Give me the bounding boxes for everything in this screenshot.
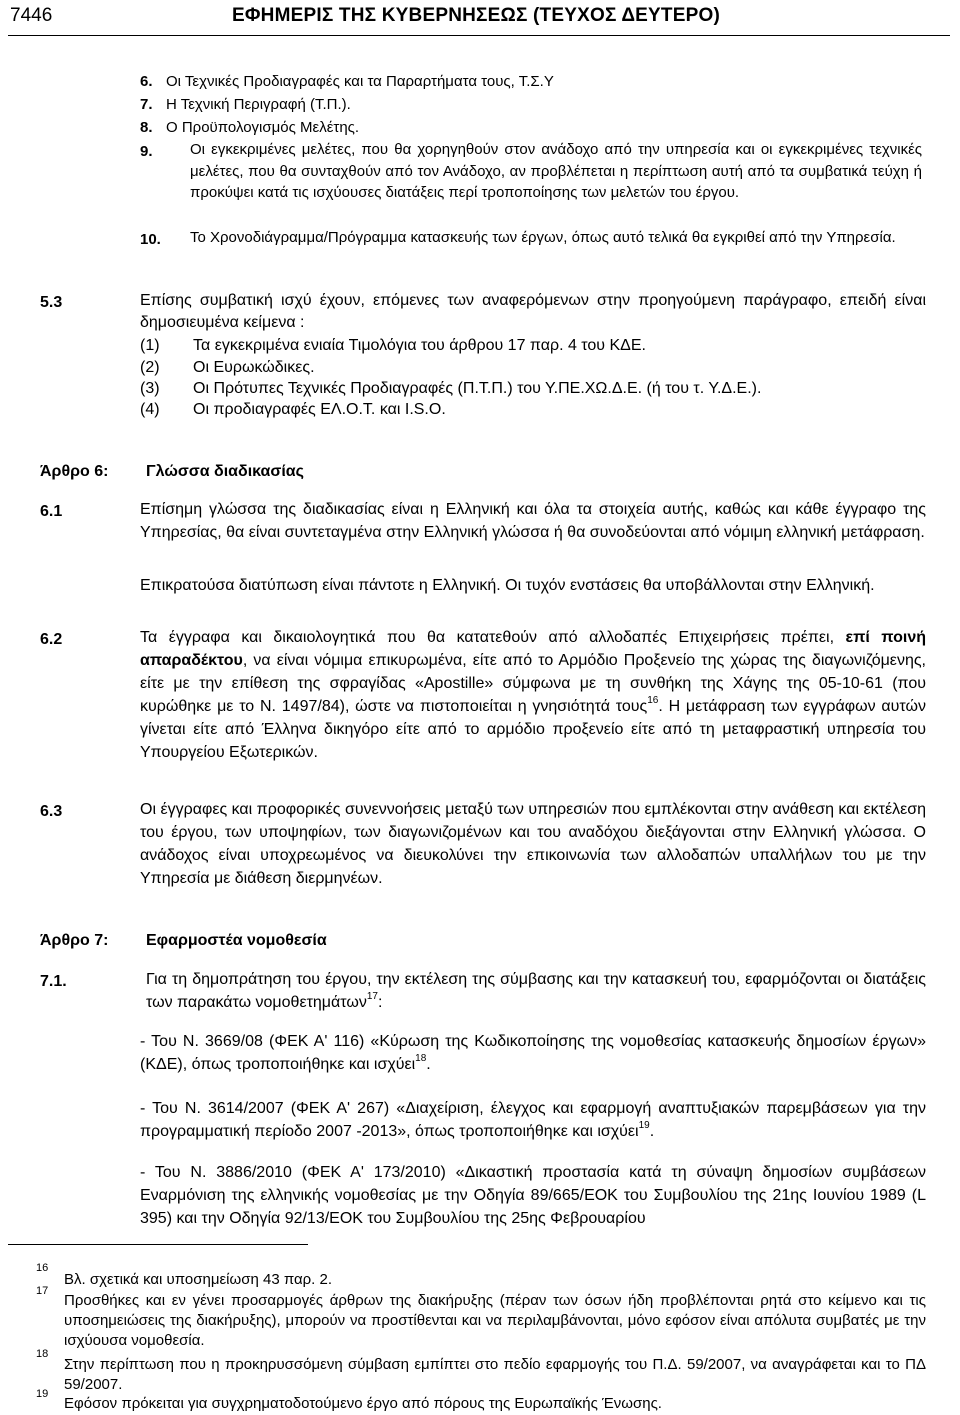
- list-item-number: 10.: [140, 231, 161, 248]
- gazette-title: ΕΦΗΜΕΡΙΣ ΤΗΣ ΚΥΒΕΡΝΗΣΕΩΣ (ΤΕΥΧΟΣ ΔΕΥΤΕΡΟ): [232, 5, 720, 26]
- paragraph-number: 6.3: [40, 803, 63, 820]
- list-item: Οι Τεχνικές Προδιαγραφές και τα Παραρτήματα τους, Τ.Σ.Υ: [166, 73, 554, 90]
- list-item: Ο Προϋπολογισμός Μελέτης.: [166, 119, 360, 136]
- paragraph-number: 7.1.: [40, 973, 67, 990]
- list-item-number: (1): [140, 337, 160, 354]
- list-item: Η Τεχνική Περιγραφή (Τ.Π.).: [166, 96, 351, 113]
- list-item: Οι προδιαγραφές ΕΛ.Ο.Τ. και I.S.O.: [193, 401, 446, 418]
- footnote-number: 19: [36, 1388, 49, 1400]
- paragraph-text: Επικρατούσα διατύπωση είναι πάντοτε η Ελληνική. Οι τυχόν ενστάσεις θα υποβάλλονται στην Ελληνική.: [140, 577, 875, 594]
- article-title: Γλώσσα διαδικασίας: [146, 463, 304, 480]
- emphasis-text: επί ποινή απαραδέκτου: [140, 629, 927, 669]
- footnote-text: Εφόσον πρόκειται για συγχρηματοδοτούμενο έργο από πόρους της Ευρωπαϊκής Ένωσης.: [64, 1395, 662, 1412]
- list-item-number: 8.: [140, 119, 153, 136]
- article-label: Άρθρο 7:: [40, 932, 109, 949]
- law-item: - Του Ν. 3614/2007 (ΦΕΚ Α' 267) «Διαχείριση, έλεγχος και εφαρμογή αναπτυξιακών παρεμβάσεων για την προγραμματική περίοδο 2007 -2013», όπως τροποποιήθηκε και ισχύει$^{19}$.: [140, 1100, 926, 1140]
- page-number: 7446: [10, 5, 53, 26]
- footnote-text: Στην περίπτωση που η προκηρυσσόμενη σύμβαση εμπίπτει στο πεδίο εφαρμογής του Π.Δ. 59/2007, να αναγράφεται και το ΠΔ 59/2007.: [64, 1356, 926, 1393]
- footnote-ref: 17: [366, 990, 378, 1002]
- paragraph-number: 5.3: [40, 294, 63, 311]
- paragraph-number: 6.2: [40, 631, 63, 648]
- footnote-text: Προσθήκες και εν γένει προσαρμογές άρθρων της διακήρυξης (πέραν των όσων ήδη προβλέπονται ρητά στο κείμενο και τις υποσημειώσεις της διακήρυξης), μπορούν να προστίθενται και να περιλαμβάνονται, μόνο εφόσον είναι απόλυτα συμβατές με την ισχύουσα νομοθεσία.: [64, 1292, 926, 1349]
- list-item-number: (4): [140, 401, 160, 418]
- paragraph-text: Οι έγγραφες και προφορικές συνεννοήσεις μεταξύ των υπηρεσιών που εμπλέκονται στην ανάθεση και εκτέλεση του έργου, των υποψηφίων, των διαγωνιζομένων και του αναδόχου διεξάγονται στην Ελληνική γλώσσα. Ο ανάδοχος είναι υποχρεωμένος να διευκολύνει την επικοινωνία των αλλοδαπών υπαλλήλων του με την Υπηρεσία με διάθεση διερμηνέων.: [140, 801, 926, 887]
- footnote-number: 17: [36, 1285, 49, 1297]
- article-title: Εφαρμοστέα νομοθεσία: [146, 932, 327, 949]
- list-item: Οι εγκεκριμένες μελέτες, που θα χορηγηθούν στον ανάδοχο από την υπηρεσία και οι εγκεκριμένες τεχνικές μελέτες, που θα συνταχθούν από τον Ανάδοχο, αν προβλέπεται η περίπτωση αυτή από τα συμβατικά τεύχη ή προκύψει κατά τις ισχύουσες διατάξεις περί τροποποίησης των μελετών του έργου.: [190, 141, 922, 201]
- list-item: Οι Ευρωκώδικες.: [193, 359, 315, 376]
- paragraph-text: Για τη δημοπράτηση του έργου, την εκτέλεση της σύμβασης και την κατασκευή του, εφαρμόζονται οι διατάξεις των παρακάτω νομοθετημάτων$^{17}$:: [146, 971, 926, 1011]
- article-label: Άρθρο 6:: [40, 463, 109, 480]
- list-item: Το Χρονοδιάγραμμα/Πρόγραμμα κατασκευής των έργων, όπως αυτό τελικά θα εγκριθεί από την Υπηρεσία.: [190, 229, 896, 246]
- footnote-ref: 16: [647, 694, 659, 706]
- list-item-number: (2): [140, 359, 160, 376]
- list-item: Τα εγκεκριμένα ενιαία Τιμολόγια του άρθρου 17 παρ. 4 του ΚΔΕ.: [193, 337, 646, 354]
- footnote-divider: [8, 1244, 308, 1245]
- footnote-text: Βλ. σχετικά και υποσημείωση 43 παρ. 2.: [64, 1271, 333, 1288]
- law-item: - Του Ν. 3886/2010 (ΦΕΚ Α' 173/2010) «Δικαστική προστασία κατά τη σύναψη δημοσίων συμβάσεων Εναρμόνιση της ελληνικής νομοθεσίας με την Οδηγία 89/665/ΕΟΚ του Συμβουλίου της 21ης Ιουνίου 1989 (L 395) και την Οδηγία 92/13/ΕΟΚ του Συμβουλίου της 25ης Φεβρουαρίου: [140, 1164, 926, 1227]
- list-item-number: 6.: [140, 73, 153, 90]
- page-header: [0, 0, 960, 32]
- law-item: - Του Ν. 3669/08 (ΦΕΚ Α' 116) «Κύρωση της Κωδικοποίησης της νομοθεσίας κατασκευής δημοσίων έργων» (ΚΔΕ), όπως τροποποιήθηκε και ισχύει$^{18}$.: [140, 1033, 926, 1073]
- paragraph-text: Τα έγγραφα και δικαιολογητικά που θα κατατεθούν από αλλοδαπές Επιχειρήσεις πρέπει, επί ποινή απαραδέκτου, να είναι νόμιμα επικυρωμένα, είτε από το Αρμόδιο Προξενείο της χώρας της διαγωνιζόμενης, είτε με την επίθεση της σφραγίδας «Apostille» σύμφωνα με τη συνθήκη της Χάγης της 05-10-61 (που κυρώθηκε με το Ν. 1497/84), ώστε να πιστοποιείται η γνησιότητά τους$^{16}$. Η μετάφραση των εγγράφων αυτών γίνεται είτε από Έλληνα δικηγόρο είτε από το αρμόδιο προξενείο είτε από τη μεταφραστική υπηρεσία του Υπουργείου Εξωτερικών.: [140, 629, 927, 761]
- footnote-ref: 18: [415, 1052, 427, 1064]
- footnote-ref: 19: [638, 1119, 650, 1131]
- footnote-number: 16: [36, 1262, 49, 1274]
- list-item-number: (3): [140, 380, 160, 397]
- header-divider: [8, 35, 950, 36]
- paragraph-text: Επίσης συμβατική ισχύ έχουν, επόμενες των αναφερόμενων στην προηγούμενη παράγραφο, επειδή είναι δημοσιευμένα κείμενα :: [140, 292, 926, 331]
- list-item: Οι Πρότυπες Τεχνικές Προδιαγραφές (Π.Τ.Π.) του Υ.ΠΕ.ΧΩ.Δ.Ε. (ή του τ. Υ.Δ.Ε.).: [193, 380, 762, 397]
- paragraph-text: Επίσημη γλώσσα της διαδικασίας είναι η Ελληνική και όλα τα στοιχεία αυτής, καθώς και κάθε έγγραφο της Υπηρεσίας, θα είναι συντεταγμένα στην Ελληνική γλώσσα ή θα συνοδεύονται από νόμιμη ελληνική μετάφραση.: [140, 501, 926, 541]
- footnote-number: 18: [36, 1348, 49, 1360]
- list-item-number: 7.: [140, 96, 153, 113]
- paragraph-number: 6.1: [40, 503, 63, 520]
- list-item-number: 9.: [140, 143, 153, 160]
